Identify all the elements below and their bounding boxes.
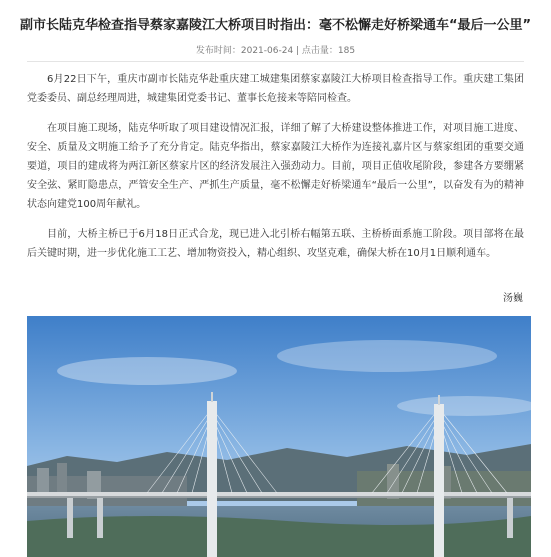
bridge-tower-right — [434, 404, 444, 557]
article-meta: 发布时间：2021-06-24 | 点击量：185 — [195, 46, 356, 56]
bridge-tower-left — [207, 401, 217, 557]
article-paragraph: 在项目施工现场，陆克华听取了项目建设情况汇报，详细了解了大桥建设整体推进工作，对项目施工进度、安全、质量及文明施工给予了充分肯定。陆克华指出，蔡家嘉陵江大桥作为连接礼嘉片区与蔡家组团的重要交通要道，项目的建成将为两江新区蔡家片区的经济发展注入强劲动力。目前，项目正值收尾阶段，参建各方要绷紧安全弦、紧盯隐患点，严管安全生产、严抓生产质量，毫不松懈走好桥梁通车“最后一公里”，以奋发有为的精神状态向建党100周年献礼。 — [27, 123, 524, 210]
bridge-photo — [27, 316, 531, 557]
article-body — [27, 70, 524, 274]
article-paragraph: 目前，大桥主桥已于6月18日正式合龙，现已进入北引桥右幅第五联、主桥桥面系施工阶段。项目部将在最后关键时期，进一步优化施工工艺、增加物资投入，精心组织、攻坚克难，确保大桥在10月1日顺利通车。 — [27, 229, 524, 259]
article-author: 汤巍 — [503, 293, 523, 304]
bridge-illustration — [27, 316, 531, 557]
article-paragraph: 6月22日下午，重庆市副市长陆克华赴重庆建工城建集团蔡家嘉陵江大桥项目检查指导工作。重庆建工集团党委委员、副总经理周进，城建集团党委书记、董事长危接来等陪同检查。 — [27, 74, 524, 104]
title-divider — [27, 61, 524, 62]
article-title: 副市长陆克华检查指导蔡家嘉陵江大桥项目时指出：毫不松懈走好桥梁通车“最后一公里” — [19, 18, 532, 33]
